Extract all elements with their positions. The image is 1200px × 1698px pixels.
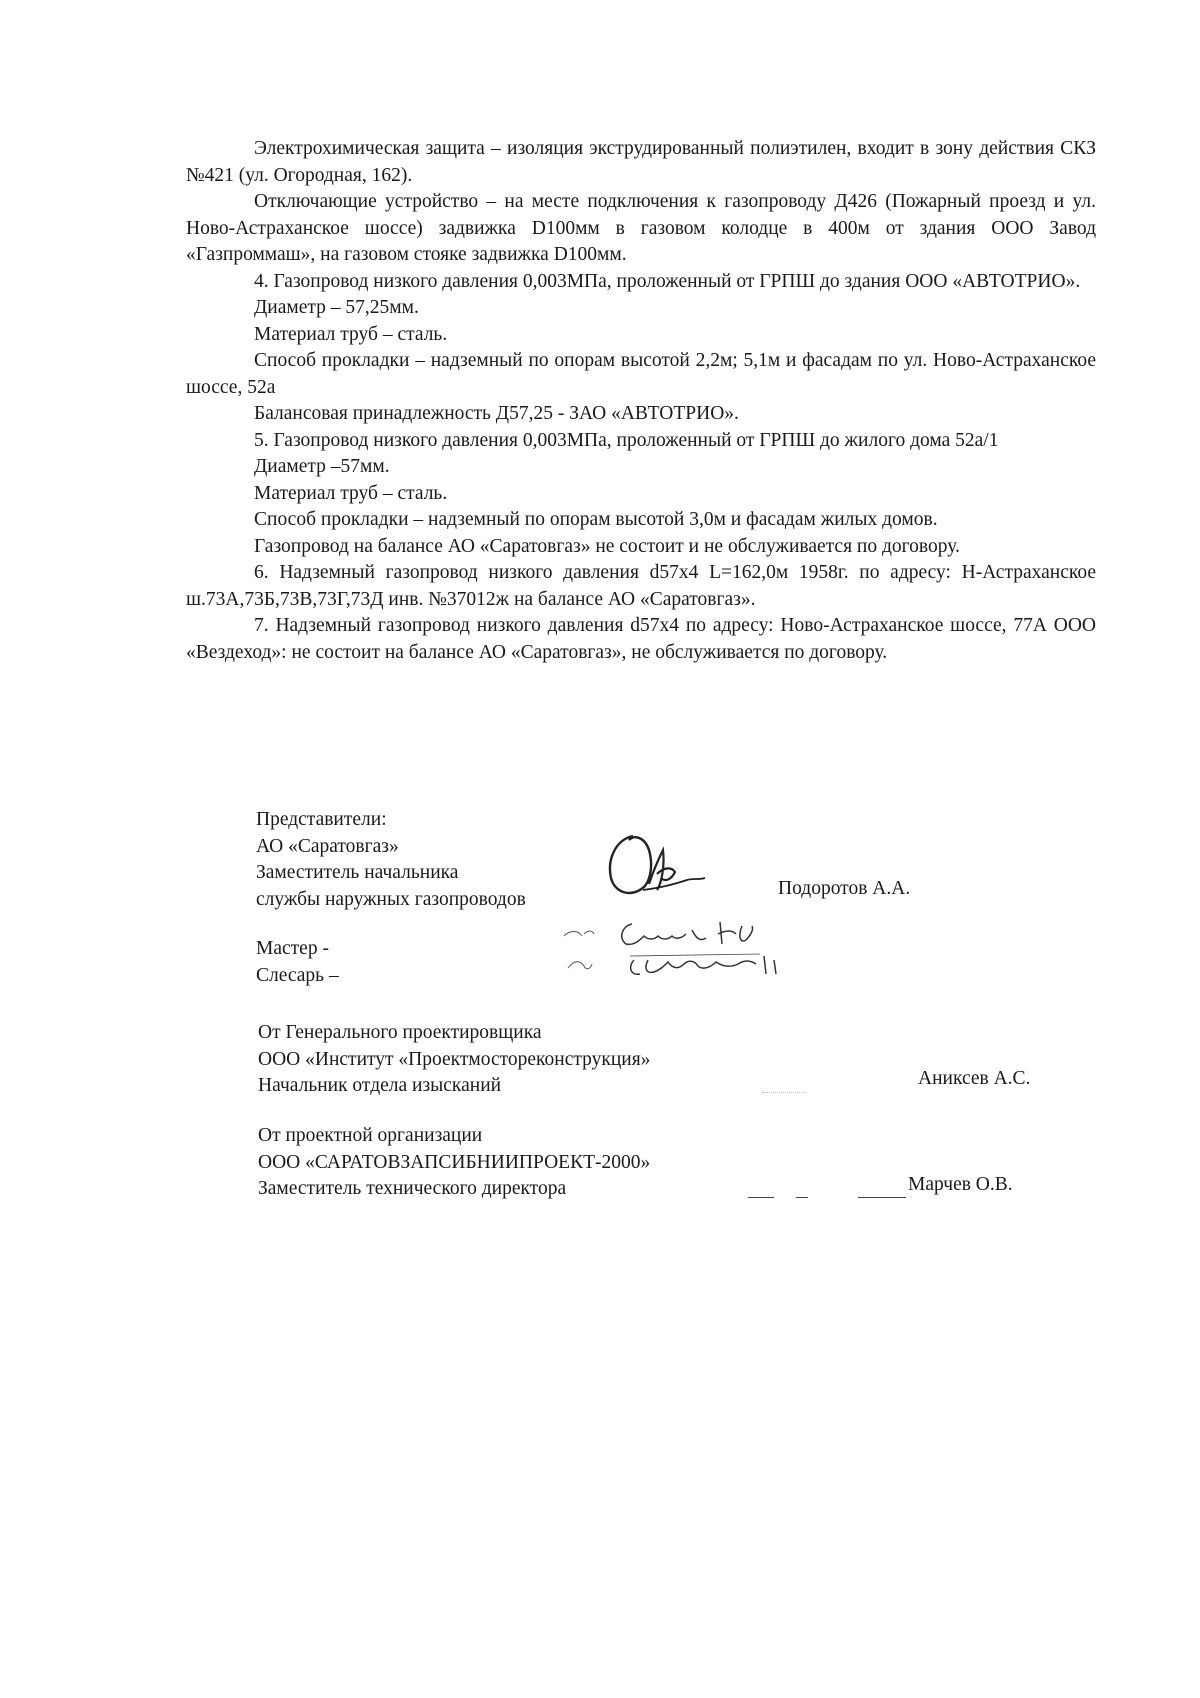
master-fitter-block: [256, 936, 339, 989]
design-org-line-2: ООО «САРАТОВЗАПСИБНИИПРОЕКТ-2000»: [258, 1151, 651, 1173]
representatives-org: АО «Саратовгаз»: [256, 835, 399, 857]
general-designer-line-1: От Генерального проектировщика: [258, 1022, 542, 1043]
design-org-line-1: От проектной организации: [258, 1125, 483, 1146]
representative-signature-image: [605, 828, 715, 900]
paragraph: Способ прокладки – надземный по опорам высотой 2,2м; 5,1м и фасадам по ул. Ново-Астраханское шоссе, 52а: [186, 350, 1096, 398]
representatives-position-1: Заместитель начальника: [256, 862, 459, 883]
paragraph: Материал труб – сталь.: [254, 323, 448, 345]
design-org-signature-line-a: [748, 1197, 774, 1198]
design-org-signature-line-c: [858, 1197, 906, 1198]
representative-name: Подоротов А.А.: [778, 878, 911, 899]
fitter-label: Слесарь –: [256, 964, 339, 986]
general-designer-line-2: ООО «Институт «Проектмостореконструкция»: [258, 1048, 651, 1070]
paragraph: Электрохимическая защита – изоляция экструдированный полиэтилен, входит в зону действия СКЗ №421 (ул. Огородная, 162).: [186, 138, 1096, 186]
paragraph: 4. Газопровод низкого давления 0,003МПа, проложенный от ГРПШ до здания ООО «АВТОТРИО».: [254, 270, 1081, 292]
master-fitter-signatures-image: [560, 916, 830, 984]
master-label: Мастер -: [256, 938, 329, 959]
paragraph: Газопровод на балансе АО «Саратовгаз» не состоит и не обслуживается по договору.: [254, 535, 960, 557]
general-designer-name: Аниксев А.С.: [918, 1068, 1031, 1089]
paragraph: Диаметр –57мм.: [254, 456, 390, 477]
design-org-name: Марчев О.В.: [908, 1174, 1013, 1195]
paragraph: Диаметр – 57,25мм.: [254, 297, 419, 318]
paragraph: 7. Надземный газопровод низкого давления d57x4 по адресу: Ново-Астраханское шоссе, 77А ООО «Вездеход»: не состоит на балансе АО «Саратовгаз», не обслуживается по договору.: [186, 615, 1096, 663]
design-org-block: [258, 1123, 650, 1203]
design-org-signature-line-b: [796, 1197, 808, 1198]
representatives-position-2: службы наружных газопроводов: [256, 888, 526, 910]
representatives-block: [256, 807, 526, 913]
representatives-heading: Представители:: [256, 809, 387, 830]
paragraph: Отключающие устройство – на месте подключения к газопроводу Д426 (Пожарный проезд и ул. Ново-Астраханское шоссе) задвижка D100мм в газовом колодце в 400м от здания ООО Завод «Газпроммаш», на газовом стояке задвижка D100мм.: [186, 191, 1096, 265]
general-designer-signature-line: [762, 1092, 806, 1093]
general-designer-block: [258, 1020, 650, 1100]
general-designer-line-3: Начальник отдела изысканий: [258, 1075, 502, 1096]
paragraph: Материал труб – сталь.: [254, 482, 448, 504]
paragraph: Способ прокладки – надземный по опорам высотой 3,0м и фасадам жилых домов.: [254, 509, 938, 530]
design-org-line-3: Заместитель технического директора: [258, 1178, 567, 1199]
paragraph: Балансовая принадлежность Д57,25 - ЗАО «АВТОТРИО».: [254, 403, 739, 424]
document-body: [186, 136, 1096, 666]
paragraph: 6. Надземный газопровод низкого давления d57x4 L=162,0м 1958г. по адресу: Н-Астраханское ш.73А,73Б,73В,73Г,73Д инв. №37012ж на балансе АО «Саратовгаз».: [186, 562, 1096, 610]
paragraph: 5. Газопровод низкого давления 0,003МПа, проложенный от ГРПШ до жилого дома 52а/1: [254, 429, 999, 451]
